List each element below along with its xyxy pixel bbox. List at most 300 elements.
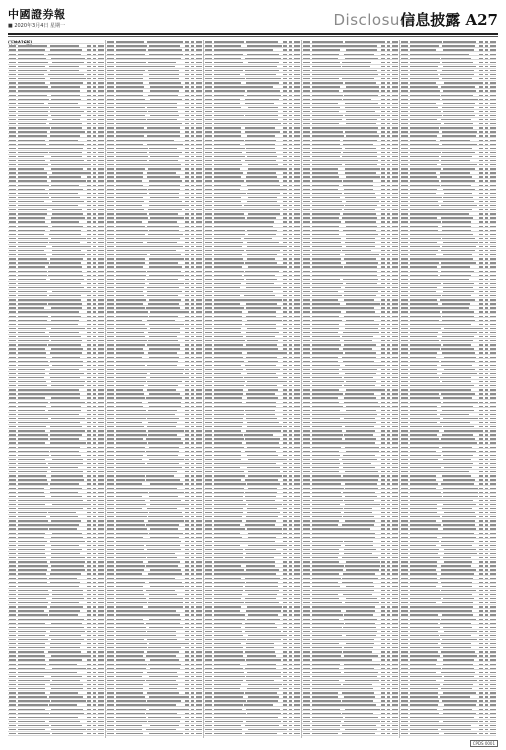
row-text	[98, 62, 104, 63]
row-text	[342, 524, 373, 525]
row-text	[18, 127, 50, 128]
row-text	[48, 148, 83, 149]
row-text	[214, 320, 242, 321]
row-text	[196, 512, 202, 513]
row-text	[283, 70, 287, 71]
row-text	[303, 254, 310, 255]
row-text	[485, 70, 488, 71]
row-text	[93, 185, 96, 186]
row-text	[289, 156, 292, 157]
row-text	[294, 651, 300, 652]
row-text	[289, 123, 292, 124]
row-text	[392, 422, 398, 423]
row-text	[191, 90, 194, 91]
row-text	[191, 123, 194, 124]
row-text	[51, 639, 84, 640]
row-text	[107, 311, 114, 312]
row-text	[214, 573, 245, 574]
row-text	[312, 70, 344, 71]
row-text	[107, 688, 114, 689]
row-text	[98, 45, 104, 46]
row-text	[485, 111, 488, 112]
row-text	[490, 86, 496, 87]
row-text	[116, 299, 146, 300]
row-text	[303, 438, 310, 439]
row-text	[107, 709, 114, 710]
row-text	[246, 643, 274, 644]
row-text	[214, 565, 241, 566]
row-text	[9, 537, 16, 538]
row-text	[107, 156, 114, 157]
row-text	[392, 185, 398, 186]
row-text	[303, 197, 310, 198]
row-text	[246, 610, 281, 611]
row-text	[283, 643, 287, 644]
row-text	[18, 176, 47, 177]
row-text	[191, 344, 194, 345]
row-text	[205, 62, 212, 63]
row-text	[245, 557, 274, 558]
row-text	[205, 238, 212, 239]
row-text	[245, 111, 278, 112]
row-text	[294, 647, 300, 648]
row-text	[191, 561, 194, 562]
row-text	[490, 144, 496, 145]
row-text	[196, 201, 202, 202]
row-text	[312, 659, 342, 660]
row-text	[312, 41, 343, 42]
row-text	[51, 471, 83, 472]
row-text	[18, 553, 45, 554]
row-text	[346, 569, 379, 570]
row-text	[98, 303, 104, 304]
row-text	[9, 357, 16, 358]
row-text	[401, 107, 408, 108]
row-text	[312, 573, 339, 574]
row-text	[185, 262, 189, 263]
row-text	[283, 733, 287, 734]
row-text	[107, 86, 114, 87]
row-text	[245, 49, 273, 50]
row-text	[98, 291, 104, 292]
row-text	[107, 90, 114, 91]
row-text	[87, 516, 91, 517]
row-text	[303, 598, 310, 599]
row-text	[196, 213, 202, 214]
row-text	[283, 311, 287, 312]
row-text	[107, 152, 114, 153]
row-text	[245, 271, 278, 272]
row-text	[283, 655, 287, 656]
row-text	[283, 340, 287, 341]
row-text	[107, 635, 114, 636]
row-text	[205, 438, 212, 439]
row-text	[150, 197, 179, 198]
row-text	[87, 430, 91, 431]
row-text	[289, 332, 292, 333]
row-text	[381, 627, 385, 628]
row-text	[9, 713, 16, 714]
row-text	[289, 475, 292, 476]
row-text	[346, 320, 374, 321]
row-text	[247, 328, 277, 329]
row-text	[51, 545, 80, 546]
row-text	[303, 573, 310, 574]
row-text	[289, 549, 292, 550]
row-text	[312, 733, 338, 734]
row-text	[107, 115, 114, 116]
row-text	[93, 291, 96, 292]
row-text	[479, 123, 483, 124]
row-text	[196, 606, 202, 607]
row-text	[283, 610, 287, 611]
row-text	[343, 152, 378, 153]
row-text	[392, 123, 398, 124]
row-text	[289, 619, 292, 620]
row-text	[387, 271, 390, 272]
row-text	[9, 160, 16, 161]
row-text	[345, 164, 377, 165]
row-text	[93, 381, 96, 382]
row-text	[303, 623, 310, 624]
row-text	[392, 328, 398, 329]
row-text	[98, 602, 104, 603]
row-text	[294, 524, 300, 525]
row-text	[303, 213, 310, 214]
row-text	[205, 528, 212, 529]
row-text	[289, 500, 292, 501]
row-text	[116, 643, 147, 644]
row-text	[9, 103, 16, 104]
row-text	[9, 483, 16, 484]
row-text	[93, 729, 96, 730]
row-text	[18, 664, 46, 665]
row-text	[48, 103, 78, 104]
row-text	[107, 704, 114, 705]
row-text	[107, 606, 114, 607]
row-text	[392, 180, 398, 181]
row-text	[214, 717, 245, 718]
row-text	[51, 397, 80, 398]
row-text	[107, 70, 114, 71]
row-text	[52, 733, 83, 734]
row-text	[303, 442, 310, 443]
row-text	[392, 438, 398, 439]
row-text	[443, 103, 475, 104]
row-text	[345, 287, 380, 288]
row-text	[392, 582, 398, 583]
row-text	[214, 45, 241, 46]
row-text	[116, 463, 145, 464]
row-text	[381, 172, 385, 173]
row-text	[205, 696, 212, 697]
row-text	[312, 164, 342, 165]
row-text	[146, 414, 175, 415]
row-text	[283, 573, 287, 574]
row-text	[294, 479, 300, 480]
row-text	[381, 365, 385, 366]
row-text	[244, 463, 276, 464]
row-text	[245, 602, 279, 603]
row-text	[185, 54, 189, 55]
row-text	[191, 569, 194, 570]
row-text	[205, 623, 212, 624]
row-text	[289, 144, 292, 145]
row-text	[87, 62, 91, 63]
row-text	[50, 70, 79, 71]
row-text	[50, 49, 82, 50]
row-text	[196, 717, 202, 718]
row-text	[50, 262, 81, 263]
row-text	[381, 180, 385, 181]
row-text	[98, 606, 104, 607]
row-text	[191, 205, 194, 206]
row-text	[205, 500, 212, 501]
row-text	[479, 107, 483, 108]
row-text	[294, 733, 300, 734]
row-text	[93, 533, 96, 534]
row-text	[490, 41, 496, 42]
row-text	[147, 119, 177, 120]
row-text	[392, 590, 398, 591]
row-text	[387, 62, 390, 63]
row-text	[247, 528, 282, 529]
row-text	[442, 62, 472, 63]
row-text	[18, 438, 48, 439]
row-text	[9, 131, 16, 132]
row-text	[345, 242, 375, 243]
row-text	[245, 226, 273, 227]
row-text	[345, 58, 378, 59]
row-text	[205, 422, 212, 423]
row-text	[294, 549, 300, 550]
row-text	[98, 614, 104, 615]
row-text	[9, 369, 16, 370]
row-text	[191, 172, 194, 173]
row-text	[87, 696, 91, 697]
row-text	[294, 483, 300, 484]
row-text	[116, 541, 147, 542]
row-text	[185, 467, 189, 468]
row-text	[485, 99, 488, 100]
row-text	[294, 672, 300, 673]
row-text	[18, 209, 47, 210]
row-text	[107, 66, 114, 67]
row-text	[52, 246, 87, 247]
row-text	[345, 365, 381, 366]
row-text	[147, 389, 177, 390]
row-text	[116, 307, 145, 308]
row-text	[392, 365, 398, 366]
row-text	[410, 90, 440, 91]
row-text	[98, 459, 104, 460]
row-text	[381, 238, 385, 239]
row-text	[18, 217, 45, 218]
row-text	[191, 58, 194, 59]
row-text	[283, 402, 287, 403]
row-text	[185, 287, 189, 288]
row-text	[116, 242, 143, 243]
row-text	[107, 307, 114, 308]
row-text	[116, 127, 144, 128]
row-text	[381, 524, 385, 525]
row-text	[303, 160, 310, 161]
row-text	[294, 602, 300, 603]
row-text	[185, 168, 189, 169]
row-text	[214, 49, 246, 50]
row-text	[312, 549, 339, 550]
row-text	[303, 549, 310, 550]
row-text	[191, 54, 194, 55]
row-text	[107, 328, 114, 329]
row-text	[50, 258, 82, 259]
row-text	[185, 594, 189, 595]
row-text	[392, 262, 398, 263]
row-text	[87, 348, 91, 349]
row-text	[392, 606, 398, 607]
row-text	[381, 717, 385, 718]
row-text	[345, 709, 380, 710]
row-text	[289, 197, 292, 198]
row-text	[479, 119, 483, 120]
row-text	[381, 340, 385, 341]
row-text	[185, 180, 189, 181]
row-text	[51, 537, 83, 538]
row-text	[93, 115, 96, 116]
row-text	[246, 442, 278, 443]
row-text	[116, 434, 147, 435]
row-text	[392, 119, 398, 120]
row-text	[312, 516, 342, 517]
row-text	[147, 144, 183, 145]
row-text	[294, 164, 300, 165]
row-text	[196, 520, 202, 521]
row-text	[87, 541, 91, 542]
row-text	[387, 692, 390, 693]
row-text	[381, 578, 385, 579]
row-text	[185, 483, 189, 484]
row-text	[107, 729, 114, 730]
row-text	[205, 516, 212, 517]
row-text	[9, 90, 16, 91]
row-text	[116, 483, 142, 484]
row-text	[248, 475, 282, 476]
row-text	[9, 230, 16, 231]
row-text	[343, 606, 375, 607]
row-text	[9, 504, 16, 505]
row-text	[289, 344, 292, 345]
row-text	[214, 438, 244, 439]
row-text	[214, 704, 243, 705]
row-text	[116, 528, 147, 529]
row-text	[116, 438, 143, 439]
row-text	[283, 414, 287, 415]
row-text	[387, 86, 390, 87]
row-text	[116, 279, 145, 280]
row-text	[191, 176, 194, 177]
row-text	[93, 140, 96, 141]
row-text	[381, 492, 385, 493]
row-text	[9, 311, 16, 312]
row-text	[312, 635, 342, 636]
row-text	[191, 393, 194, 394]
row-text	[50, 131, 85, 132]
row-text	[387, 189, 390, 190]
row-text	[116, 655, 143, 656]
row-text	[87, 520, 91, 521]
row-text	[116, 213, 147, 214]
row-text	[191, 655, 194, 656]
row-text	[342, 733, 375, 734]
row-text	[116, 148, 148, 149]
row-text	[392, 692, 398, 693]
row-text	[185, 717, 189, 718]
row-text	[196, 70, 202, 71]
row-text	[245, 127, 275, 128]
row-text	[246, 500, 274, 501]
row-text	[392, 397, 398, 398]
row-text	[485, 90, 488, 91]
row-text	[49, 140, 78, 141]
row-text	[107, 537, 114, 538]
row-text	[214, 528, 245, 529]
row-text	[289, 729, 292, 730]
row-text	[312, 668, 339, 669]
row-text	[93, 713, 96, 714]
row-text	[289, 377, 292, 378]
row-text	[48, 389, 79, 390]
row-text	[410, 62, 440, 63]
row-text	[185, 524, 189, 525]
row-text	[214, 700, 246, 701]
row-text	[247, 45, 281, 46]
row-text	[345, 197, 376, 198]
row-text	[98, 557, 104, 558]
row-text	[98, 242, 104, 243]
row-text	[381, 352, 385, 353]
row-text	[387, 54, 390, 55]
row-text	[196, 131, 202, 132]
row-text	[116, 78, 143, 79]
row-text	[9, 189, 16, 190]
row-text	[191, 193, 194, 194]
fund-listing-table	[8, 40, 498, 738]
row-text	[312, 385, 342, 386]
row-text	[303, 418, 310, 419]
row-text	[116, 373, 147, 374]
row-text	[148, 573, 183, 574]
row-text	[214, 250, 244, 251]
row-text	[18, 246, 46, 247]
row-text	[196, 62, 202, 63]
row-text	[9, 140, 16, 141]
row-text	[191, 373, 194, 374]
row-text	[18, 373, 45, 374]
row-text	[196, 185, 202, 186]
row-text	[343, 45, 377, 46]
row-text	[381, 373, 385, 374]
row-text	[294, 623, 300, 624]
row-text	[185, 123, 189, 124]
row-text	[312, 402, 339, 403]
row-text	[185, 688, 189, 689]
row-text	[51, 168, 84, 169]
row-text	[303, 447, 310, 448]
row-text	[185, 668, 189, 669]
row-text	[116, 197, 143, 198]
row-text	[185, 700, 189, 701]
row-text	[148, 303, 179, 304]
